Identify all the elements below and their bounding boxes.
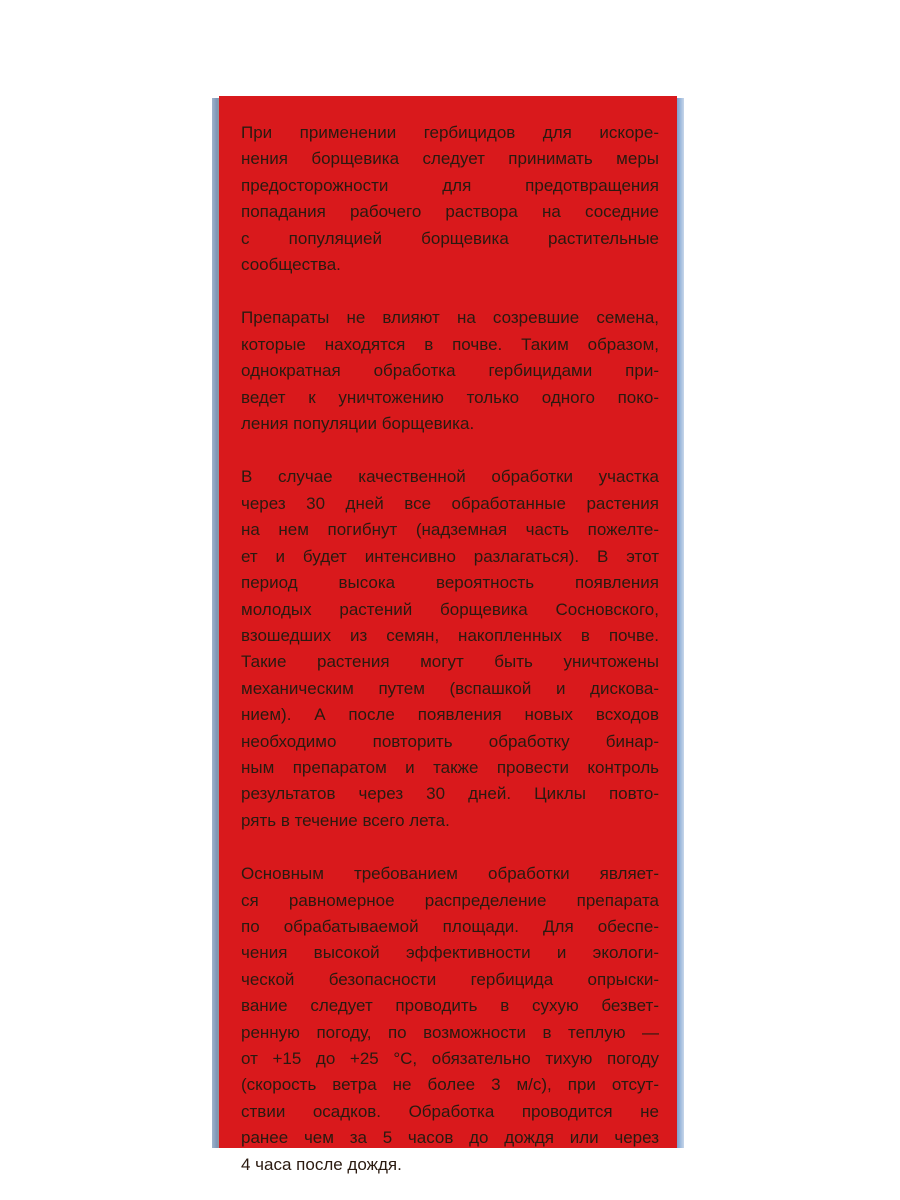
text-line: (скорость ветра не более 3 м/с), при отсут- xyxy=(241,1075,659,1095)
text-line: ет и будет интенсивно разлагаться). В этот xyxy=(241,546,659,566)
text-line: от +15 до +25 °С, обязательно тихую погоду xyxy=(241,1049,659,1068)
text-line: попадания рабочего раствора на соседние xyxy=(241,202,659,222)
text-line: рять в течение всего лета. xyxy=(241,810,450,830)
text-line: по обрабатываемой площади. Для обеспе- xyxy=(241,916,659,936)
text-line: чения высокой эффективности и экологи- xyxy=(241,943,659,963)
text-line: с популяцией борщевика растительные xyxy=(241,228,659,248)
paragraph-treatment-cycle xyxy=(241,464,659,834)
text-line: Препараты не влияют на созревшие семена, xyxy=(241,308,659,328)
text-line: ранее чем за 5 часов до дождя или через xyxy=(241,1128,659,1148)
text-line: 4 часа после дождя. xyxy=(241,1154,402,1174)
text-line: При применении гербицидов для искоре- xyxy=(241,123,659,142)
text-line: взошедших из семян, накопленных в почве. xyxy=(241,625,659,645)
text-line: механическим путем (вспашкой и дискова- xyxy=(241,678,659,698)
text-line: результатов через 30 дней. Циклы повто- xyxy=(241,784,659,804)
text-line: ствии осадков. Обработка проводится не xyxy=(241,1101,659,1121)
instruction-panel xyxy=(219,96,677,1174)
text-line: ренную погоду, по возможности в теплую — xyxy=(241,1022,659,1042)
text-line: на нем погибнут (надземная часть пожелте- xyxy=(241,520,659,540)
paragraph-seeds xyxy=(241,305,659,437)
text-line: через 30 дней все обработанные растения xyxy=(241,493,659,513)
text-line: Такие растения могут быть уничтожены xyxy=(241,652,659,672)
paragraph-precautions xyxy=(241,120,659,278)
text-line: молодых растений борщевика Сосновского, xyxy=(241,599,659,619)
text-line: ления популяции борщевика. xyxy=(241,414,475,434)
text-line: однократная обработка гербицидами при- xyxy=(241,361,659,381)
text-line: сообщества. xyxy=(241,255,341,275)
text-line: ческой безопасности гербицида опрыски- xyxy=(241,969,659,989)
text-line: нием). А после появления новых всходов xyxy=(241,705,659,725)
text-line: ведет к уничтожению только одного поко- xyxy=(241,387,659,407)
text-line: необходимо повторить обработку бинар- xyxy=(241,731,659,751)
paragraph-application-conditions xyxy=(241,861,659,1178)
text-line: нения борщевика следует принимать меры xyxy=(241,149,659,169)
text-line: период высока вероятность появления xyxy=(241,573,659,593)
text-line: предосторожности для предотвращения xyxy=(241,175,659,195)
text-line: Основным требованием обработки являет- xyxy=(241,864,659,884)
text-line: вание следует проводить в сухую безвет- xyxy=(241,996,659,1016)
text-line: В случае качественной обработки участка xyxy=(241,467,659,487)
text-line: ся равномерное распределение препарата xyxy=(241,890,659,910)
text-line: которые находятся в почве. Таким образом, xyxy=(241,334,659,354)
text-line: ным препаратом и также провести контроль xyxy=(241,757,659,777)
